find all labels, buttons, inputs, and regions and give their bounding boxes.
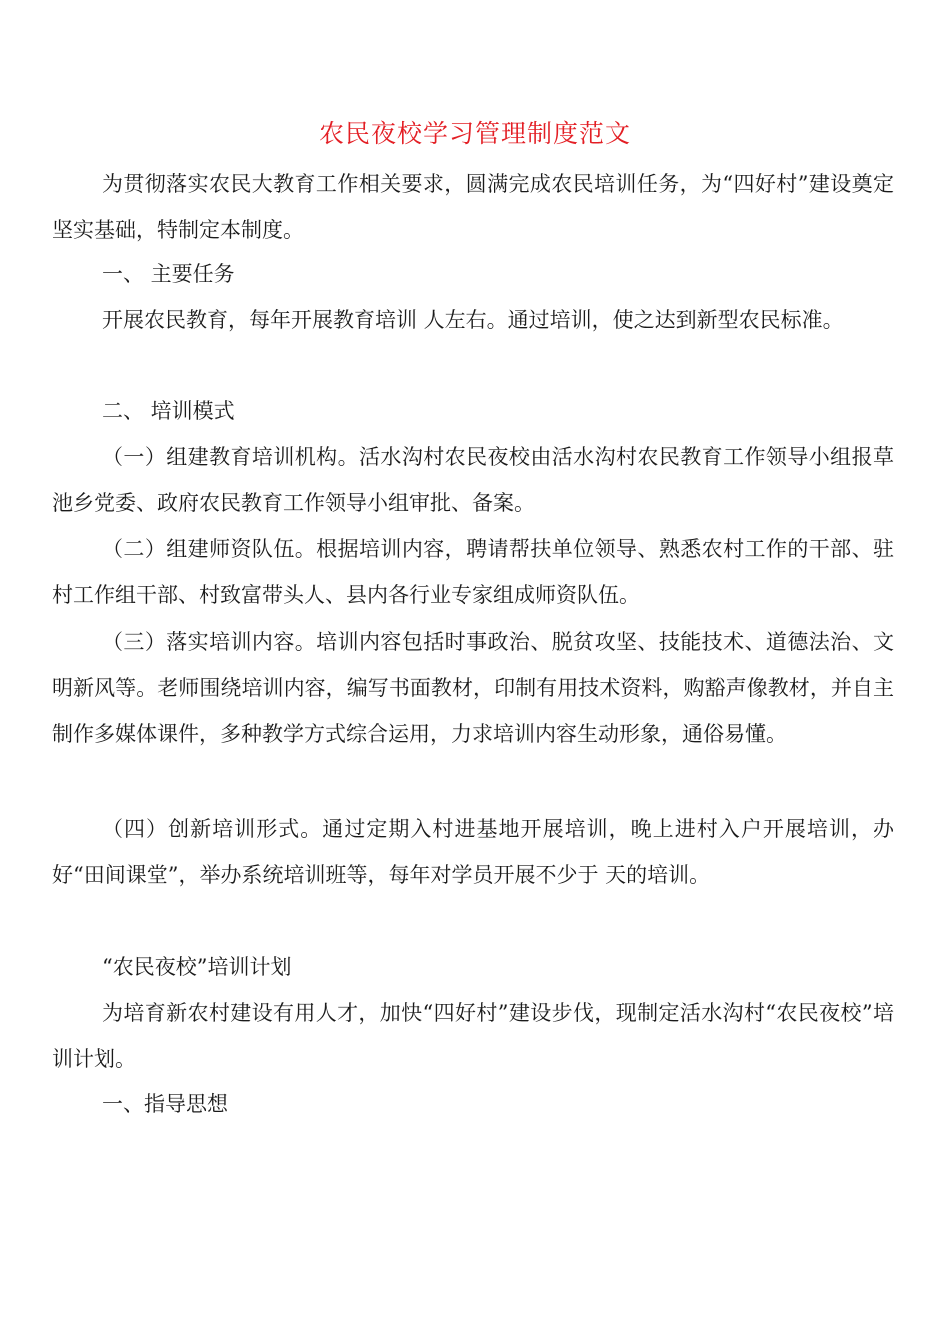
plan-section1-heading: 一、指导思想 xyxy=(102,1092,228,1116)
item2-paragraph: （二）组建师资队伍。根据培训内容，聘请帮扶单位领导、熟悉农村工作的干部、驻村工作组干部、村致富带头人、县内各行业专家组成师资队伍。 xyxy=(52,537,894,607)
item4-paragraph: （四）创新培训形式。通过定期入村进基地开展培训，晚上进村入户开展培训，办好“田间课堂”，举办系统培训班等，每年对学员开展不少于 天的培训。 xyxy=(52,817,894,887)
document-title: 农民夜校学习管理制度范文 xyxy=(318,119,631,148)
item3-paragraph: （三）落实培训内容。培训内容包括时事政治、脱贫攻坚、技能技术、道德法治、文明新风等。老师围绕培训内容，编写书面教材，印制有用技术资料，购豁声像教材，并自主制作多媒体课件，多种教学方式综合运用，力求培训内容生动形象，通俗易懂。 xyxy=(52,630,894,746)
section2-heading: 二、 培训模式 xyxy=(102,399,235,423)
plan-heading: “农民夜校”培训计划 xyxy=(102,955,292,979)
item1-paragraph: （一）组建教育培训机构。活水沟村农民夜校由活水沟村农民教育工作领导小组报草池乡党委、政府农民教育工作领导小组审批、备案。 xyxy=(52,445,894,515)
plan-intro-paragraph: 为培育新农村建设有用人才，加快“四好村”建设步伐，现制定活水沟村“农民夜校”培训计划。 xyxy=(52,1001,894,1071)
intro-paragraph: 为贯彻落实农民大教育工作相关要求，圆满完成农民培训任务，为“四好村”建设奠定坚实基础，特制定本制度。 xyxy=(52,172,894,242)
section1-heading: 一、 主要任务 xyxy=(102,262,235,286)
section1-paragraph: 开展农民教育，每年开展教育培训 人左右。通过培训，使之达到新型农民标准。 xyxy=(102,308,844,332)
